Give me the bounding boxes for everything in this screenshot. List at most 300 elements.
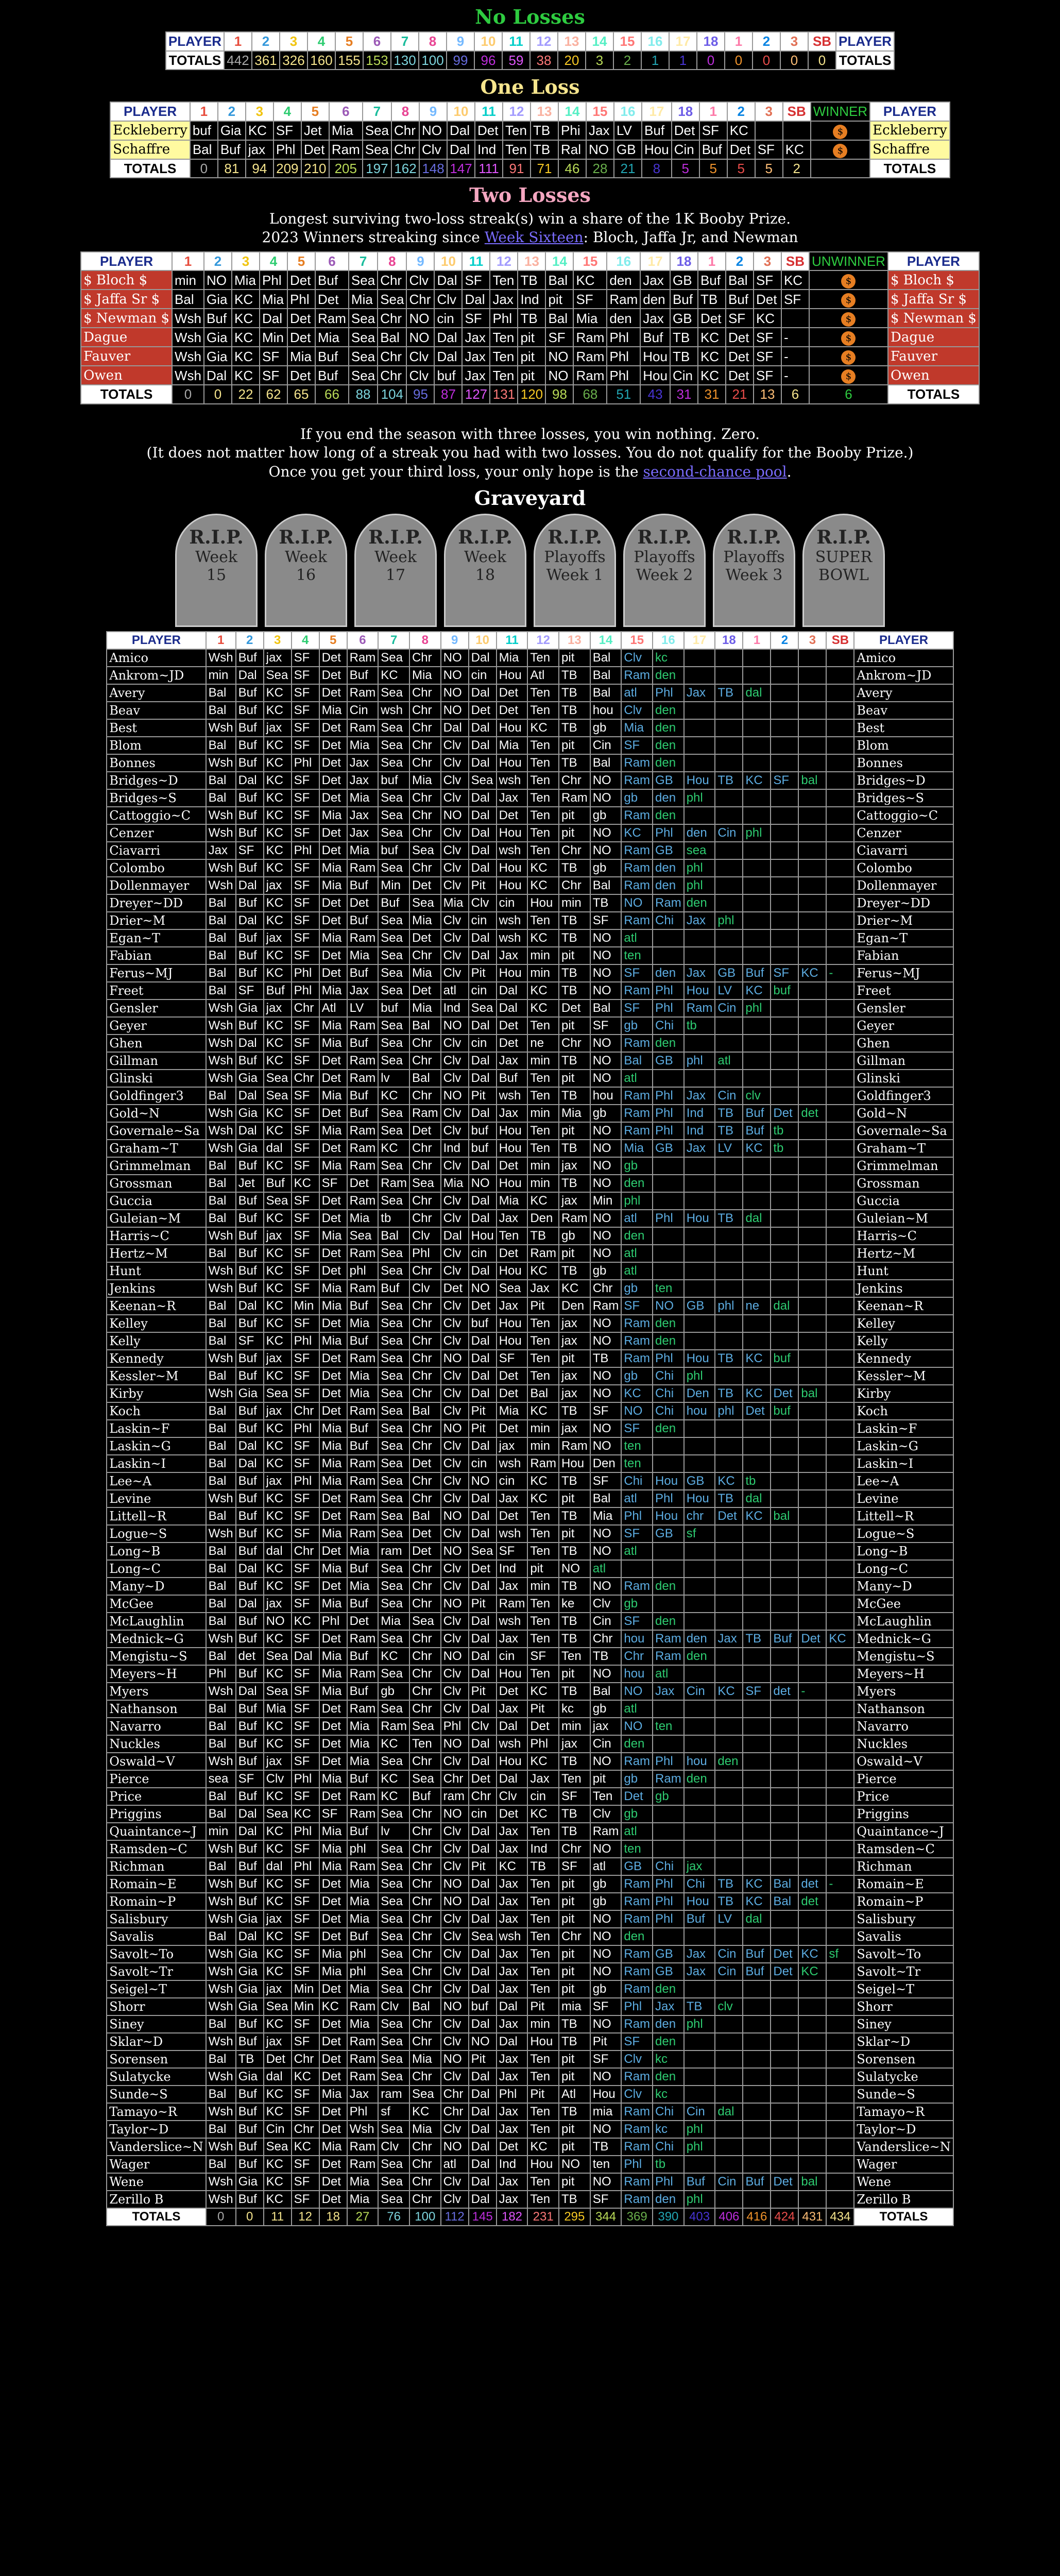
pick-cell: Sea	[264, 1087, 292, 1105]
player-name: Lee~A	[107, 1472, 206, 1490]
pick-cell: SF	[292, 1700, 319, 1718]
extra-header: UNWINNER	[809, 252, 888, 271]
player-name-right: Lee~A	[854, 1472, 953, 1490]
pick-cell: Bal	[206, 684, 236, 702]
pick-cell: KC	[621, 824, 653, 842]
pick-cell: Jax	[640, 270, 670, 290]
pick-cell	[826, 649, 854, 667]
pick-cell: Det	[469, 1297, 497, 1315]
pick-cell: LV	[715, 982, 743, 999]
player-name: Sorensen	[107, 2050, 206, 2068]
pick-cell	[771, 859, 798, 877]
tombstone-text: Week	[284, 548, 328, 566]
second-chance-pool-link[interactable]: second-chance pool	[643, 463, 787, 480]
pick-cell: Ram	[573, 328, 607, 347]
pick-cell: SF	[462, 270, 490, 290]
pick-cell	[743, 789, 771, 807]
no-losses-section	[0, 5, 1060, 70]
player-name: Wager	[107, 2156, 206, 2173]
pick-cell	[715, 1437, 743, 1455]
tombstone-text: Week	[374, 548, 417, 566]
pick-cell: SF	[273, 121, 301, 140]
week-header: 18	[697, 32, 725, 51]
pick-cell: TB	[715, 1893, 743, 1910]
pick-cell: Sea	[378, 1017, 409, 1035]
pick-cell: Buf	[236, 964, 264, 982]
pick-cell	[743, 2191, 771, 2208]
pick-cell: Mia	[378, 1613, 409, 1630]
pick-cell	[653, 1928, 684, 1945]
player-name-right: Dollenmayer	[854, 877, 953, 894]
pick-cell: lv	[378, 1823, 409, 1840]
pick-cell	[771, 1210, 798, 1227]
week-header: 5	[335, 32, 363, 51]
pick-cell: Det	[347, 1613, 379, 1630]
pick-cell: Jax	[684, 1945, 715, 1963]
pick-cell: SF	[319, 1805, 347, 1823]
pick-cell: gb	[590, 719, 622, 737]
pick-cell: Hou	[653, 1472, 684, 1490]
pick-cell: GB	[653, 1052, 684, 1070]
pick-cell: Mia	[347, 1735, 379, 1753]
pick-cell: Jax	[497, 1052, 528, 1070]
pick-cell: Det	[319, 912, 347, 929]
pick-cell: Buf	[236, 1472, 264, 1490]
pick-cell	[798, 982, 826, 999]
week-header: 17	[640, 252, 670, 271]
pick-cell: Ten	[559, 1770, 590, 1788]
pick-cell	[826, 2191, 854, 2208]
pick-cell	[783, 121, 811, 140]
week-header: 15	[573, 252, 607, 271]
pick-cell: Cin	[715, 1963, 743, 1980]
pick-cell: Det	[469, 1560, 497, 1578]
week-header: 10	[447, 102, 475, 121]
pick-cell	[798, 1210, 826, 1227]
pick-cell	[743, 1578, 771, 1595]
pick-cell	[743, 1595, 771, 1613]
pick-cell: Dal	[469, 1525, 497, 1543]
pick-cell: ram	[378, 2086, 409, 2103]
pick-cell	[715, 1770, 743, 1788]
pick-cell: Jax	[653, 1998, 684, 2015]
total-cell: 205	[329, 159, 363, 178]
pick-cell: Chr	[559, 1928, 590, 1945]
player-name-right: Best	[854, 719, 953, 737]
pick-cell: KC	[264, 2191, 292, 2208]
pick-cell	[798, 1980, 826, 1998]
pick-cell: sf	[684, 1525, 715, 1543]
pick-cell: Wsh	[172, 366, 204, 385]
pick-cell: TB	[559, 964, 590, 982]
pick-cell: Jax	[462, 328, 490, 347]
pick-cell: Buf	[347, 1560, 379, 1578]
pick-cell: TB	[531, 140, 558, 159]
pick-cell: Dal	[469, 1665, 497, 1683]
pick-cell: KC	[264, 947, 292, 964]
pick-cell	[715, 667, 743, 684]
pick-cell: Det	[527, 1718, 559, 1735]
total-cell: 0	[204, 385, 232, 404]
week-header: 15	[586, 102, 614, 121]
pick-cell: ten	[590, 2156, 622, 2173]
pick-cell: jax	[559, 1367, 590, 1385]
money-icon: $	[833, 144, 847, 158]
pick-cell: TB	[559, 2103, 590, 2121]
pick-cell: Den	[590, 1455, 622, 1472]
pick-cell: Hou	[497, 719, 528, 737]
pick-cell: Jax	[497, 1963, 528, 1980]
player-name-right: Fabian	[854, 947, 953, 964]
pick-cell: dal	[743, 1490, 771, 1507]
pick-cell: Bal	[206, 1507, 236, 1525]
pick-cell	[798, 1332, 826, 1350]
player-name: Amico	[107, 649, 206, 667]
pick-cell: Hou	[497, 859, 528, 877]
pick-cell: Ram	[378, 1718, 409, 1735]
player-name-right: Savolt~Tr	[854, 1963, 953, 1980]
pick-cell: atl	[621, 1210, 653, 1227]
pick-cell: NO	[441, 2050, 469, 2068]
pick-cell: Buf	[236, 1192, 264, 1210]
pick-cell: Mia	[319, 1945, 347, 1963]
pick-cell: SF	[292, 859, 319, 877]
pick-cell	[826, 859, 854, 877]
pick-cell: phl	[684, 789, 715, 807]
pick-cell	[715, 1805, 743, 1823]
week-sixteen-link[interactable]: Week Sixteen	[484, 229, 584, 246]
pick-cell: Bal	[590, 999, 622, 1017]
pick-cell: Det	[319, 1385, 347, 1402]
pick-cell: Sea	[378, 1560, 409, 1578]
pick-cell: NO	[590, 1210, 622, 1227]
pick-cell: Sea	[378, 1630, 409, 1648]
pick-cell: GB	[684, 1472, 715, 1490]
pick-cell: NO	[590, 1753, 622, 1770]
pick-cell: Buf	[236, 859, 264, 877]
pick-cell: Pit	[590, 2033, 622, 2050]
pick-cell	[743, 2138, 771, 2156]
pick-cell: Ram	[559, 1437, 590, 1455]
pick-cell: SF	[292, 1683, 319, 1700]
pick-cell: NO	[590, 1910, 622, 1928]
pick-cell: Clv	[441, 1683, 469, 1700]
pick-cell: KC	[264, 964, 292, 982]
pick-cell	[826, 1472, 854, 1490]
pick-cell: gb	[621, 1157, 653, 1175]
pick-cell: SF	[559, 1788, 590, 1805]
pick-cell: Bal	[190, 140, 218, 159]
pick-cell: Chr	[391, 121, 419, 140]
pick-cell: Jax	[497, 1578, 528, 1595]
player-name-right: Schaffre	[870, 140, 950, 159]
player-header: PLAYER	[107, 632, 206, 649]
pick-cell: KC	[378, 1648, 409, 1665]
tombstone-text: Week 3	[725, 566, 783, 584]
pick-cell: KC	[743, 1875, 771, 1893]
pick-cell	[826, 1192, 854, 1210]
pick-cell: Chr	[409, 702, 441, 719]
pick-cell: Dal	[469, 1262, 497, 1280]
pick-cell: Cin	[590, 1613, 622, 1630]
tombstone-text: R.I.P.	[368, 526, 423, 548]
pick-cell	[715, 859, 743, 877]
pick-cell: Chr	[409, 1840, 441, 1858]
pick-cell: Pit	[469, 1087, 497, 1105]
pick-cell	[798, 1192, 826, 1210]
pick-cell: det	[798, 1875, 826, 1893]
pick-cell: Det	[497, 1017, 528, 1035]
week-header: 1	[699, 102, 727, 121]
player-name-right: Hunt	[854, 1262, 953, 1280]
pick-cell: KC	[264, 1823, 292, 1840]
pick-cell: Buf	[236, 1280, 264, 1297]
pick-cell: Jax	[653, 1683, 684, 1700]
pick-cell	[826, 1980, 854, 1998]
pick-cell: pit	[590, 1770, 622, 1788]
one-loss-title: One Loss	[480, 75, 580, 98]
player-row	[107, 1718, 953, 1735]
pick-cell: SF	[743, 1683, 771, 1700]
pick-cell: Dal	[469, 649, 497, 667]
pick-cell: Bal	[206, 1157, 236, 1175]
pick-cell: Dal	[497, 999, 528, 1017]
pick-cell	[771, 1998, 798, 2015]
pick-cell: SF	[292, 772, 319, 789]
pick-cell: den	[653, 2191, 684, 2208]
pick-cell: NO	[264, 1613, 292, 1630]
pick-cell: Sea	[347, 1227, 379, 1245]
week-header: 3	[264, 632, 292, 649]
pick-cell: Ram	[347, 1245, 379, 1262]
pick-cell	[653, 1735, 684, 1753]
player-name: Kirby	[107, 1385, 206, 1402]
pick-cell: Det	[319, 947, 347, 964]
total-cell: 326	[280, 51, 307, 70]
player-name: Myers	[107, 1683, 206, 1700]
pick-cell: KC	[527, 1402, 559, 1420]
player-name-right: Keenan~R	[854, 1297, 953, 1315]
pick-cell: KC	[264, 1630, 292, 1648]
pick-cell: Sea	[378, 1297, 409, 1315]
pick-cell: Jax	[347, 2086, 379, 2103]
pick-cell: SF	[292, 667, 319, 684]
pick-cell: Mia	[264, 1700, 292, 1718]
player-name-right: Kelly	[854, 1332, 953, 1350]
pick-cell: Ram	[573, 347, 607, 366]
pick-cell: Wsh	[206, 1122, 236, 1140]
pick-cell: Phl	[292, 1472, 319, 1490]
player-name: Bridges~S	[107, 789, 206, 807]
pick-cell: Bal	[206, 2086, 236, 2103]
pick-cell: Sea	[378, 2015, 409, 2033]
total-cell: 0	[780, 51, 808, 70]
two-losses-table	[80, 251, 980, 404]
pick-cell: NO	[590, 1963, 622, 1980]
player-row	[107, 772, 953, 789]
pick-cell: Det	[319, 2015, 347, 2033]
pick-cell: Chr	[409, 1893, 441, 1910]
pick-cell: Dal	[469, 1017, 497, 1035]
pick-cell: Jax	[347, 807, 379, 824]
pick-cell: Jax	[497, 1840, 528, 1858]
player-name-right: Sulatycke	[854, 2068, 953, 2086]
pick-cell	[771, 1595, 798, 1613]
pick-cell: gb	[559, 1227, 590, 1245]
pick-cell: Chr	[409, 1963, 441, 1980]
player-name-right: Zerillo B	[854, 2191, 953, 2208]
pick-cell: SF	[590, 2191, 622, 2208]
pick-cell	[826, 1210, 854, 1227]
pick-cell	[743, 2068, 771, 2086]
pick-cell	[798, 2068, 826, 2086]
player-name-right: Egan~T	[854, 929, 953, 947]
pick-cell	[715, 1332, 743, 1350]
graveyard-section	[0, 425, 1060, 2226]
pick-cell	[798, 824, 826, 842]
pick-cell: KC	[527, 1753, 559, 1770]
pick-cell: Chr	[292, 999, 319, 1017]
pick-cell: Buf	[670, 290, 698, 309]
pick-cell	[798, 2050, 826, 2068]
player-name-right: Guccia	[854, 1192, 953, 1210]
pick-cell	[715, 1928, 743, 1945]
pick-cell: Sea	[378, 1350, 409, 1367]
player-name: Pierce	[107, 1770, 206, 1788]
pick-cell: Buf	[236, 649, 264, 667]
pick-cell: Wsh	[206, 1963, 236, 1980]
player-row	[107, 947, 953, 964]
pick-cell: Buf	[236, 1875, 264, 1893]
player-name-right: Avery	[854, 684, 953, 702]
pick-cell	[798, 1035, 826, 1052]
pick-cell: cin	[497, 894, 528, 912]
pick-cell: Ram	[347, 2050, 379, 2068]
pick-cell: KC	[559, 1280, 590, 1297]
pick-cell: Jax	[497, 947, 528, 964]
pick-cell: Mia	[347, 2173, 379, 2191]
pick-cell	[826, 2033, 854, 2050]
player-row	[107, 1455, 953, 1472]
pick-cell	[743, 1227, 771, 1245]
pick-cell: dal	[264, 1140, 292, 1157]
pick-cell: Ram	[559, 1210, 590, 1227]
player-name-right: Littell~R	[854, 1507, 953, 1525]
pick-cell: SF	[292, 1105, 319, 1122]
pick-cell: NO	[441, 667, 469, 684]
pick-cell: Dal	[434, 270, 462, 290]
pick-cell: Det	[497, 1035, 528, 1052]
pick-cell: Gia	[236, 1140, 264, 1157]
player-name: Littell~R	[107, 1507, 206, 1525]
pick-cell: GB	[621, 1858, 653, 1875]
pick-cell: SF	[236, 842, 264, 859]
pick-cell: Dal	[469, 1910, 497, 1928]
player-row	[107, 1035, 953, 1052]
pick-cell: Gia	[218, 121, 246, 140]
pick-cell: Wsh	[206, 824, 236, 842]
pick-cell: pit	[559, 1490, 590, 1507]
pick-cell	[715, 1017, 743, 1035]
player-name: Fabian	[107, 947, 206, 964]
pick-cell: Hou	[684, 1350, 715, 1367]
pick-cell: Ram	[347, 2068, 379, 2086]
player-row	[107, 1648, 953, 1665]
pick-cell	[743, 1262, 771, 1280]
totals-label-right: TOTALS	[854, 2208, 953, 2226]
player-name: Ramsden~C	[107, 1840, 206, 1858]
pick-cell: Mia	[319, 1472, 347, 1490]
player-name-right: Price	[854, 1788, 953, 1805]
pick-cell	[798, 859, 826, 877]
pick-cell: Mia	[319, 1157, 347, 1175]
pick-cell: Dal	[469, 824, 497, 842]
pick-cell: Mia	[347, 789, 379, 807]
total-cell: 5	[755, 159, 783, 178]
pick-cell	[715, 702, 743, 719]
player-name-right: Vanderslice~N	[854, 2138, 953, 2156]
pick-cell: jax	[264, 1350, 292, 1367]
pick-cell	[771, 1245, 798, 1262]
player-name: Ankrom~JD	[107, 667, 206, 684]
pick-cell: NO	[653, 1297, 684, 1315]
pick-cell: Dal	[497, 1718, 528, 1735]
pick-cell: Bal	[206, 1648, 236, 1665]
pick-cell: Buf	[236, 1245, 264, 1262]
pick-cell: Ten	[527, 1122, 559, 1140]
pick-cell: Dal	[469, 842, 497, 859]
pick-cell: Buf	[236, 2086, 264, 2103]
pick-cell: TB	[559, 1087, 590, 1105]
pick-cell: Phl	[653, 1122, 684, 1140]
total-cell: 182	[497, 2208, 528, 2226]
pick-cell: Sea	[378, 737, 409, 754]
pick-cell: Mia	[497, 1192, 528, 1210]
pick-cell: gb	[621, 1805, 653, 1823]
pick-cell: KC	[783, 140, 811, 159]
week-header: 2	[252, 32, 280, 51]
pick-cell: Min	[260, 328, 287, 347]
pick-cell: KC	[698, 328, 726, 347]
pick-cell: Clv	[441, 1578, 469, 1595]
pick-cell: NO	[590, 2068, 622, 2086]
pick-cell: jax	[559, 1420, 590, 1437]
pick-cell: clv	[715, 1998, 743, 2015]
pick-cell: Buf	[236, 2138, 264, 2156]
pick-cell: Chr	[409, 947, 441, 964]
pick-cell: Det	[319, 964, 347, 982]
totals-row	[166, 51, 894, 70]
pick-cell	[715, 1070, 743, 1087]
pick-cell: Buf	[726, 290, 754, 309]
pick-cell: NO	[441, 1875, 469, 1893]
pick-cell: SF	[754, 270, 781, 290]
player-name: Long~C	[107, 1560, 206, 1578]
player-row	[107, 1385, 953, 1402]
total-cell: 2	[783, 159, 811, 178]
pick-cell: cin	[469, 912, 497, 929]
pick-cell: Dal	[469, 2068, 497, 2086]
pick-cell: Pit	[469, 1858, 497, 1875]
pick-cell: Mia	[319, 1648, 347, 1665]
pick-cell: Atl	[559, 2086, 590, 2103]
pick-cell: Chr	[409, 1385, 441, 1402]
pick-cell: Ten	[527, 807, 559, 824]
pick-cell: gb	[590, 1105, 622, 1122]
pick-cell: Phl	[653, 999, 684, 1017]
pick-cell: Ten	[490, 270, 518, 290]
player-name: Laskin~I	[107, 1455, 206, 1472]
